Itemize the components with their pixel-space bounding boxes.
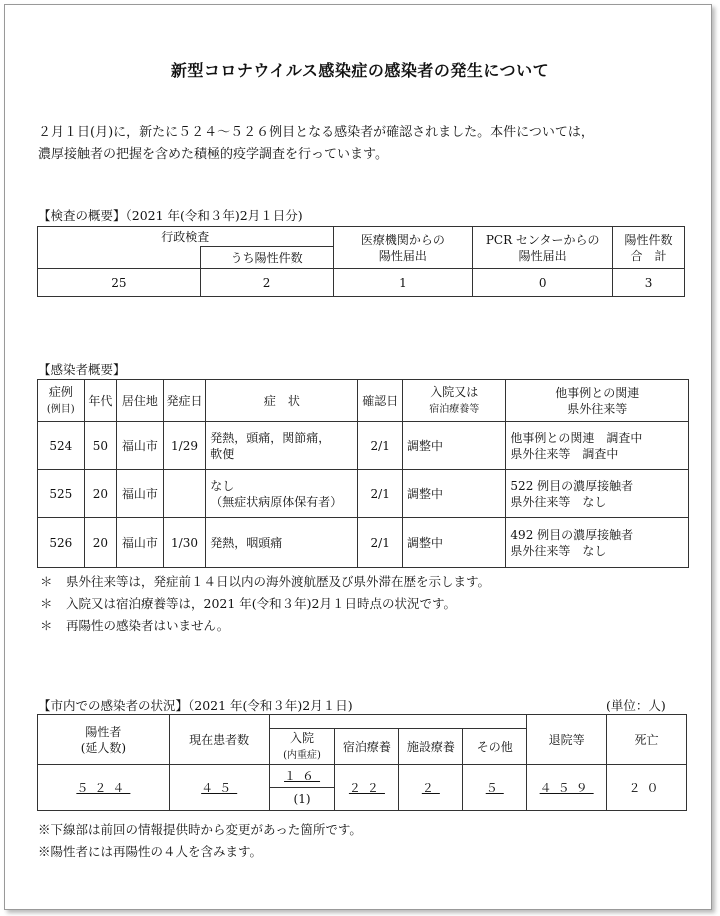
case-age: 20 [84, 470, 116, 518]
case-no: 524 [38, 422, 85, 470]
case-no: 526 [38, 518, 85, 568]
value-pcr: 0 [473, 269, 613, 297]
case-confirmed: 2/1 [358, 470, 403, 518]
inspection-heading: 【検査の概要】（2021 年(令和３年)2月１日分) [38, 208, 303, 223]
case-symptoms: 発熱，頭痛，関節痛， 軟便 [206, 422, 358, 470]
case-symptoms: なし （無症状病原体保有者） [206, 470, 358, 518]
header-facility: 施設療養 [399, 729, 463, 765]
header-positive: 陽性者 (延人数) [38, 715, 170, 765]
value-death: ２０ [607, 765, 687, 811]
case-relation: 522 例目の濃厚接触者 県外往来等 なし [506, 470, 689, 518]
page-title: 新型コロナウイルス感染症の感染者の発生について [170, 61, 550, 80]
case-relation: 492 例目の濃厚接触者 県外往来等 なし [506, 518, 689, 568]
case-onset: 1/29 [163, 422, 206, 470]
note-3: ＊ 再陽性の感染者はいません。 [40, 618, 230, 633]
inspection-table [37, 226, 685, 297]
case-age: 50 [84, 422, 116, 470]
value-gov-positive: 2 [200, 269, 333, 297]
case-onset [163, 470, 206, 518]
cases-heading: 【感染者概要】 [38, 362, 126, 377]
note-2: ＊ 入院又は宿泊療養等は，2021 年(令和３年)2月１日時点の状況です。 [40, 596, 456, 611]
header-pcr: PCR センターからの 陽性届出 [473, 227, 613, 269]
status-heading: 【市内での感染者の状況】（2021 年(令和３年)2月１日) [38, 698, 353, 713]
header-other: その他 [463, 729, 527, 765]
header-gov-test: 行政検査 [38, 227, 334, 247]
case-residence: 福山市 [117, 422, 164, 470]
header-onset: 発症日 [163, 380, 206, 422]
value-other: ５ [463, 765, 527, 811]
value-discharged: ４５９ [527, 765, 607, 811]
case-relation: 他事例との関連 調査中 県外往来等 調査中 [506, 422, 689, 470]
cases-table [37, 379, 689, 568]
header-residence: 居住地 [117, 380, 164, 422]
table-row [38, 422, 689, 470]
header-hospitalization: 入院又は 宿泊療養等 [403, 380, 506, 422]
case-no: 525 [38, 470, 85, 518]
table-row [38, 470, 689, 518]
footer-note-2: ※陽性者には再陽性の４人を含みます。 [38, 844, 263, 859]
case-hospitalization: 調整中 [403, 470, 506, 518]
value-facility: ２ [399, 765, 463, 811]
header-death: 死亡 [607, 715, 687, 765]
header-hotel: 宿泊療養 [335, 729, 399, 765]
value-current: ４５ [169, 765, 269, 811]
value-medical: 1 [333, 269, 473, 297]
header-gov-positive: うち陽性件数 [200, 247, 333, 269]
header-relation: 他事例との関連 県外往来等 [506, 380, 689, 422]
case-residence: 福山市 [117, 470, 164, 518]
intro-line-1: ２月１日(月)に，新たに５２４～５２６例目となる感染者が確認されました。本件については， [38, 125, 594, 140]
header-age: 年代 [84, 380, 116, 422]
header-current: 現在患者数 [169, 715, 269, 765]
table-row [38, 518, 689, 568]
case-confirmed: 2/1 [358, 518, 403, 568]
header-discharged: 退院等 [527, 715, 607, 765]
case-onset: 1/30 [163, 518, 206, 568]
case-age: 20 [84, 518, 116, 568]
header-symptoms: 症 状 [206, 380, 358, 422]
value-hotel: ２２ [335, 765, 399, 811]
status-unit: (単位：人) [606, 698, 666, 713]
value-total: 3 [613, 269, 685, 297]
case-residence: 福山市 [117, 518, 164, 568]
note-1: ＊ 県外往来等は，発症前１４日以内の海外渡航歴及び県外滞在歴を示します。 [40, 574, 491, 589]
header-total: 陽性件数 合 計 [613, 227, 685, 269]
footer-note-1: ※下線部は前回の情報提供時から変更があった箇所です。 [38, 822, 362, 837]
header-confirmed: 確認日 [358, 380, 403, 422]
value-hospitalized: １６ (1) [269, 765, 335, 811]
header-hospitalized: 入院 (内重症) [269, 729, 335, 765]
status-table [37, 714, 687, 811]
value-positive: ５２４ [38, 765, 170, 811]
case-symptoms: 発熱，咽頭痛 [206, 518, 358, 568]
case-confirmed: 2/1 [358, 422, 403, 470]
header-medical: 医療機関からの 陽性届出 [333, 227, 473, 269]
intro-line-2: 濃厚接触者の把握を含めた積極的疫学調査を行っています。 [38, 147, 388, 162]
cases-header-row [38, 380, 689, 422]
value-gov-test: 25 [38, 269, 201, 297]
header-case: 症例 (例目) [38, 380, 85, 422]
case-hospitalization: 調整中 [403, 518, 506, 568]
case-hospitalization: 調整中 [403, 422, 506, 470]
